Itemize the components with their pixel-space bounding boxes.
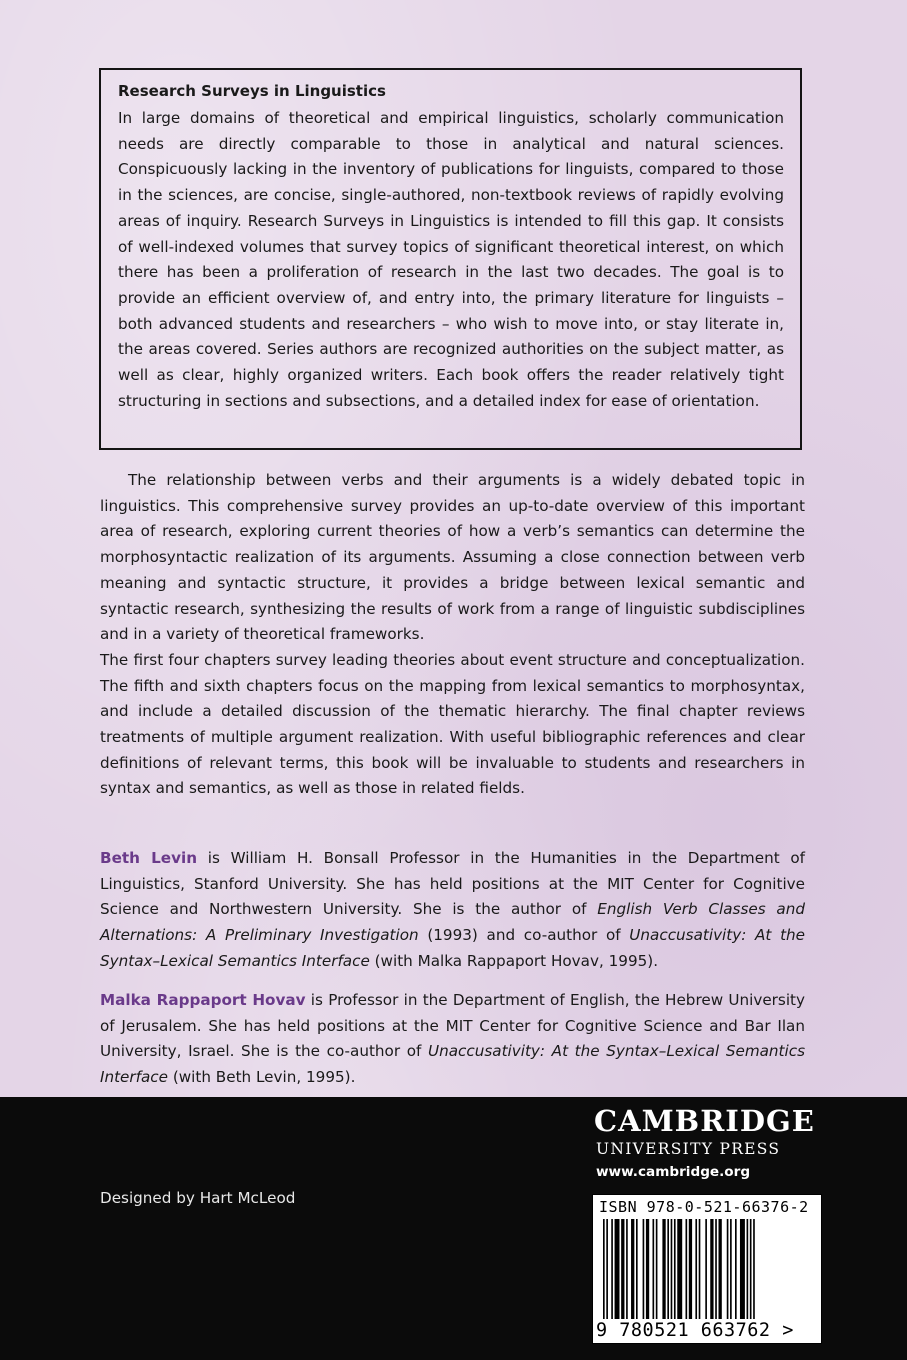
barcode-bar [699, 1219, 701, 1319]
barcode-bar [615, 1219, 620, 1319]
blurb-paragraph: The first four chapters survey leading theories about event structure and conceptualization. The fifth and sixth chapters focus on the mapping from lexical semantics to morphosyntax, and include a detailed discussion of the thematic hierarchy. The final chapter reviews treatments of multiple argument realization. With useful bibliographic references and clear definitions of relevant terms, this book will be invaluable to students and researchers in syntax and semantics, as well as those in related fields. [100, 650, 805, 798]
book-title: Unaccusativity: At the Syntax–Lexical Semantics Interface [100, 1042, 805, 1087]
barcode-bar [750, 1219, 752, 1319]
barcode-bar [727, 1219, 729, 1319]
barcode-bar [715, 1219, 717, 1319]
author-bio-levin [100, 846, 805, 975]
barcode-bar [653, 1219, 655, 1319]
bio-text: (with Malka Rappaport Hovav, 1995). [369, 951, 659, 970]
publisher-logo-subtitle: UNIVERSITY PRESS [596, 1140, 781, 1158]
barcode-bar [740, 1219, 745, 1319]
barcode-bar [710, 1219, 713, 1319]
barcode-bar [719, 1219, 722, 1319]
bio-text: is William H. Bonsall Professor in the Humanities in the Department of Linguistics, Stanford University. She has held positions at the MIT Center for Cognitive Science and Northwestern University. She is the author of [100, 849, 805, 919]
barcode-bar [646, 1219, 649, 1319]
barcode-bar [656, 1219, 658, 1319]
barcode-bar [631, 1219, 634, 1319]
bio-text: (with Beth Levin, 1995). [168, 1068, 356, 1087]
barcode-bar [730, 1219, 732, 1319]
author-name: Malka Rappaport Hovav [100, 991, 306, 1009]
book-blurb [100, 468, 805, 802]
barcode-bar [636, 1219, 638, 1319]
barcode-icon [603, 1219, 815, 1319]
barcode-bar [695, 1219, 697, 1319]
barcode-bar [677, 1219, 682, 1319]
barcode-bar [603, 1219, 605, 1319]
bio-text: is Professor in the Department of English, the Hebrew University of Jerusalem. She has held positions at the MIT Center for Cognitive Science and Bar Ilan University, Israel. She is the co-author of [100, 991, 805, 1061]
barcode-bar [689, 1219, 692, 1319]
barcode-bar [674, 1219, 676, 1319]
publisher-logo-name: CAMBRIDGE [594, 1104, 815, 1138]
author-bio-rappaport-hovav [100, 988, 805, 1091]
barcode-bar [686, 1219, 688, 1319]
barcode-bar [671, 1219, 673, 1319]
barcode-bar [626, 1219, 628, 1319]
isbn-barcode [592, 1194, 822, 1344]
blurb-paragraph: The relationship between verbs and their arguments is a widely debated topic in linguistics. This comprehensive survey provides an up-to-date overview of this important area of research, exploring current theories of how a verb’s semantics can determine the morphosyntactic realization of its arguments. Assuming a close connection between verb meaning and syntactic structure, it provides a bridge between lexical semantic and syntactic research, synthesizing the results of work from a range of linguistic subdisciplines and in a variety of theoretical frameworks. [100, 471, 805, 644]
barcode-bar [753, 1219, 755, 1319]
barcode-bar [667, 1219, 669, 1319]
barcode-bar [662, 1219, 665, 1319]
designer-credit: Designed by Hart McLeod [100, 1189, 296, 1207]
barcode-bar [735, 1219, 737, 1319]
book-title: Unaccusativity: At the Syntax–Lexical Semantics Interface [100, 926, 805, 970]
author-name: Beth Levin [100, 849, 198, 867]
series-title: Research Surveys in Linguistics [118, 82, 386, 100]
series-description: In large domains of theoretical and empirical linguistics, scholarly communication needs are directly comparable to those in analytical and natural sciences. Conspicuously lacking in the inventory of publications for linguists, compared to those in the sciences, are concise, single-authored, non-textbook reviews of rapidly evolving areas of inquiry. Research Surveys in Linguistics is intended to fill this gap. It consists of well-indexed volumes that survey topics of significant theoretical interest, on which there has been a proliferation of research in the last two decades. The goal is to provide an efficient overview of, and entry into, the primary literature for linguists – both advanced students and researchers – who wish to move into, or stay literate in, the areas covered. Series authors are recognized authorities on the subject matter, as well as clear, highly organized writers. Each book offers the reader relatively tight structuring in sections and subsections, and a detailed index for ease of orientation. [118, 109, 784, 410]
barcode-bar [606, 1219, 608, 1319]
barcode-digits: 9 780521 663762 > [596, 1320, 794, 1341]
barcode-bar [643, 1219, 645, 1319]
barcode-bar [621, 1219, 624, 1319]
barcode-bar [611, 1219, 613, 1319]
barcode-bar [747, 1219, 749, 1319]
barcode-bar [705, 1219, 707, 1319]
book-title: English Verb Classes and Alternations: A Preliminary Investigation [100, 900, 805, 945]
publisher-url: www.cambridge.org [596, 1164, 751, 1180]
bio-text: (1993) and co-author of [418, 926, 630, 945]
isbn-label: ISBN 978-0-521-66376-2 [599, 1198, 809, 1216]
series-description-box [99, 68, 802, 450]
